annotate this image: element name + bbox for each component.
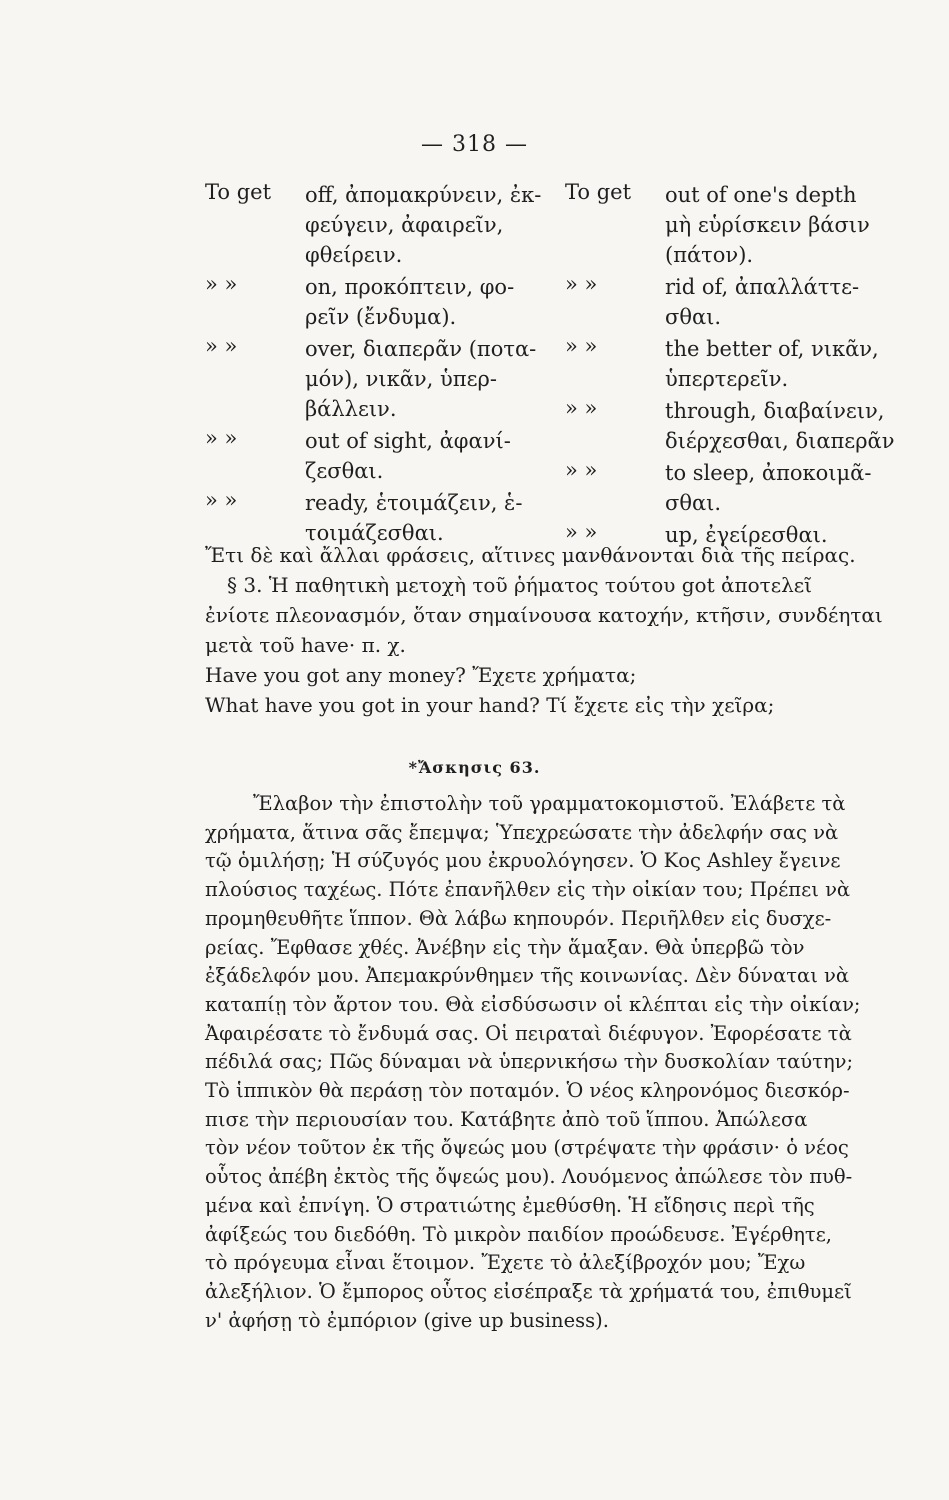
entry-lead: » » (205, 488, 238, 512)
entry-lead: » » (205, 426, 238, 450)
entry-lead: » » (565, 396, 598, 420)
exercise-line: χρήματα, ἅτινα σᾶς ἔπεμψα; Ὑπεχρεώσατε τὴν ἀδελφήν σας νὰ (205, 820, 839, 844)
vocab-entry (565, 396, 945, 456)
exercise-heading: *Ἄσκησις 63. (408, 758, 541, 777)
exercise-line: τῷ ὁμιλήσῃ; Ἡ σύζυγός μου ἐκρυολόγησεν. Ὁ Κος Ashley ἔγεινε (205, 849, 841, 873)
vocab-entry (565, 272, 945, 332)
entry-line: μόν), νικᾶν, ὑπερ- (305, 367, 497, 391)
exercise-line: καταπίῃ τὸν ἄρτον του. Θὰ εἰσδύσωσιν οἱ κλέπται εἰς τὴν οἰκίαν; (205, 992, 861, 1016)
entry-line: τοιμάζεσθαι. (305, 521, 444, 545)
exercise-line: ἐξάδελφόν μου. Ἀπεμακρύνθημεν τῆς κοινωνίας. Δὲν δύναται νὰ (205, 964, 850, 988)
entry-line: σθαι. (665, 305, 722, 329)
entry-line: ὑπερτερεῖν. (665, 367, 789, 391)
entry-line: ρεῖν (ἔνδυμα). (305, 305, 457, 329)
exercise-line: τὸν νέον τοῦτον ἐκ τῆς ὄψεώς μου (στρέψατε τὴν φράσιν· ὁ νέος (205, 1136, 849, 1160)
exercise-line: μένα καὶ ἐπνίγη. Ὁ στρατιώτης ἐμεθύσθη. Ἡ εἴδησις περὶ τῆς (205, 1193, 815, 1217)
vocab-entry (205, 334, 545, 424)
exercise-line: ἀλεξήλιον. Ὁ ἔμπορος οὗτος εἰσέπραξε τὰ χρήματά του, ἐπιθυμεῖ (205, 1279, 852, 1303)
exercise-line: Τὸ ἱππικὸν θὰ περάσῃ τὸν ποταμόν. Ὁ νέος κληρονόμος διεσκόρ- (205, 1079, 850, 1103)
intro-line: § 3. Ἡ παθητικὴ μετοχὴ τοῦ ῥήματος τούτου got ἀποτελεῖ (227, 573, 812, 597)
exercise-line: πλούσιος ταχέως. Πότε ἐπανῆλθεν εἰς τὴν οἰκίαν του; Πρέπει νὰ (205, 878, 851, 902)
entry-lead: » » (565, 458, 598, 482)
entry-line: βάλλειν. (305, 397, 397, 421)
entry-line: the better of, νικᾶν, (665, 337, 879, 361)
vocab-entry (565, 180, 945, 270)
exercise-line: προμηθευθῆτε ἵππον. Θὰ λάβω κηπουρόν. Περιῆλθεν εἰς δυσχε- (205, 906, 832, 930)
entry-line: off, ἀπομακρύνειν, ἐκ- (305, 183, 542, 207)
exercise-line: ν' ἀφήσῃ τὸ ἐμπόριον (give up business). (205, 1308, 609, 1332)
entry-lead: » » (205, 272, 238, 296)
right-vocab-column (565, 180, 945, 552)
vocab-entry (565, 458, 945, 518)
entry-lead: To get (565, 180, 632, 204)
intro-line: Ἔτι δὲ καὶ ἄλλαι φράσεις, αἵτινες μανθάνονται διὰ τῆς πείρας. (205, 543, 856, 567)
vocab-entry (565, 334, 945, 394)
example-sentence: What have you got in your hand? Τί ἔχετε εἰς τὴν χεῖρα; (205, 693, 775, 717)
entry-line: ζεσθαι. (305, 459, 384, 483)
entry-line: διέρχεσθαι, διαπερᾶν (665, 429, 895, 453)
entry-line: to sleep, ἀποκοιμᾶ- (665, 461, 872, 485)
vocab-entry (205, 272, 545, 332)
vocab-entry (205, 426, 545, 486)
entry-line: through, διαβαίνειν, (665, 399, 885, 423)
entry-line: out of sight, ἀφανί- (305, 429, 511, 453)
entry-lead: » » (565, 334, 598, 358)
entry-line: over, διαπερᾶν (ποτα- (305, 337, 537, 361)
intro-line: ἐνίοτε πλεονασμόν, ὅταν σημαίνουσα κατοχήν, κτῆσιν, συνδέηται (205, 603, 883, 627)
entry-lead: » » (565, 272, 598, 296)
exercise-line: πέδιλά σας; Πῶς δύναμαι νὰ ὑπερνικήσω τὴν δυσκολίαν ταύτην; (205, 1050, 854, 1074)
entry-line: σθαι. (665, 491, 722, 515)
entry-line: up, ἐγείρεσθαι. (665, 523, 828, 547)
left-vocab-column (205, 180, 545, 550)
entry-lead: » » (205, 334, 238, 358)
entry-lead: To get (205, 180, 272, 204)
exercise-line: ρείας. Ἔφθασε χθές. Ἀνέβην εἰς τὴν ἅμαξαν. Θὰ ὑπερβῶ τὸν (205, 935, 805, 959)
vocab-entry (205, 488, 545, 548)
example-sentence: Have you got any money? Ἔχετε χρήματα; (205, 663, 637, 687)
entry-line: φθείρειν. (305, 243, 403, 267)
exercise-line: οὗτος ἀπέβη ἐκτὸς τῆς ὄψεώς μου). Λουόμενος ἀπώλεσε τὸν πυθ- (205, 1165, 853, 1189)
exercise-line: τὸ πρόγευμα εἶναι ἕτοιμον. Ἔχετε τὸ ἀλεξίβροχόν μου; Ἔχω (205, 1251, 806, 1275)
exercise-text (205, 790, 935, 1335)
entry-line: ready, ἑτοιμάζειν, ἑ- (305, 491, 523, 515)
entry-line: on, προκόπτειν, φο- (305, 275, 515, 299)
entry-line: φεύγειν, ἀφαιρεῖν, (305, 213, 504, 237)
entry-line: (πάτον). (665, 243, 754, 267)
exercise-line: πισε τὴν περιουσίαν του. Κατάβητε ἀπὸ τοῦ ἵππου. Ἀπώλεσα (205, 1107, 808, 1131)
entry-line: μὴ εὑρίσκειν βάσιν (665, 213, 870, 237)
exercise-line: Ἀφαιρέσατε τὸ ἔνδυμά σας. Οἱ πειραταὶ διέφυγον. Ἐφορέσατε τὰ (205, 1021, 852, 1045)
exercise-line: Ἔλαβον τὴν ἐπιστολὴν τοῦ γραμματοκομιστοῦ. Ἐλάβετε τὰ (253, 792, 846, 815)
entry-lead: » » (565, 520, 598, 544)
entry-line: out of one's depth (665, 183, 857, 207)
exercise-line: ἀφίξεώς του διεδόθη. Τὸ μικρὸν παιδίον προώδευσε. Ἐγέρθητε, (205, 1222, 833, 1246)
vocab-entry (205, 180, 545, 270)
intro-line: μετὰ τοῦ have· π. χ. (205, 633, 406, 657)
intro-section (205, 540, 935, 720)
entry-line: rid of, ἀπαλλάττε- (665, 275, 860, 299)
page-number: — 318 — (421, 132, 528, 157)
